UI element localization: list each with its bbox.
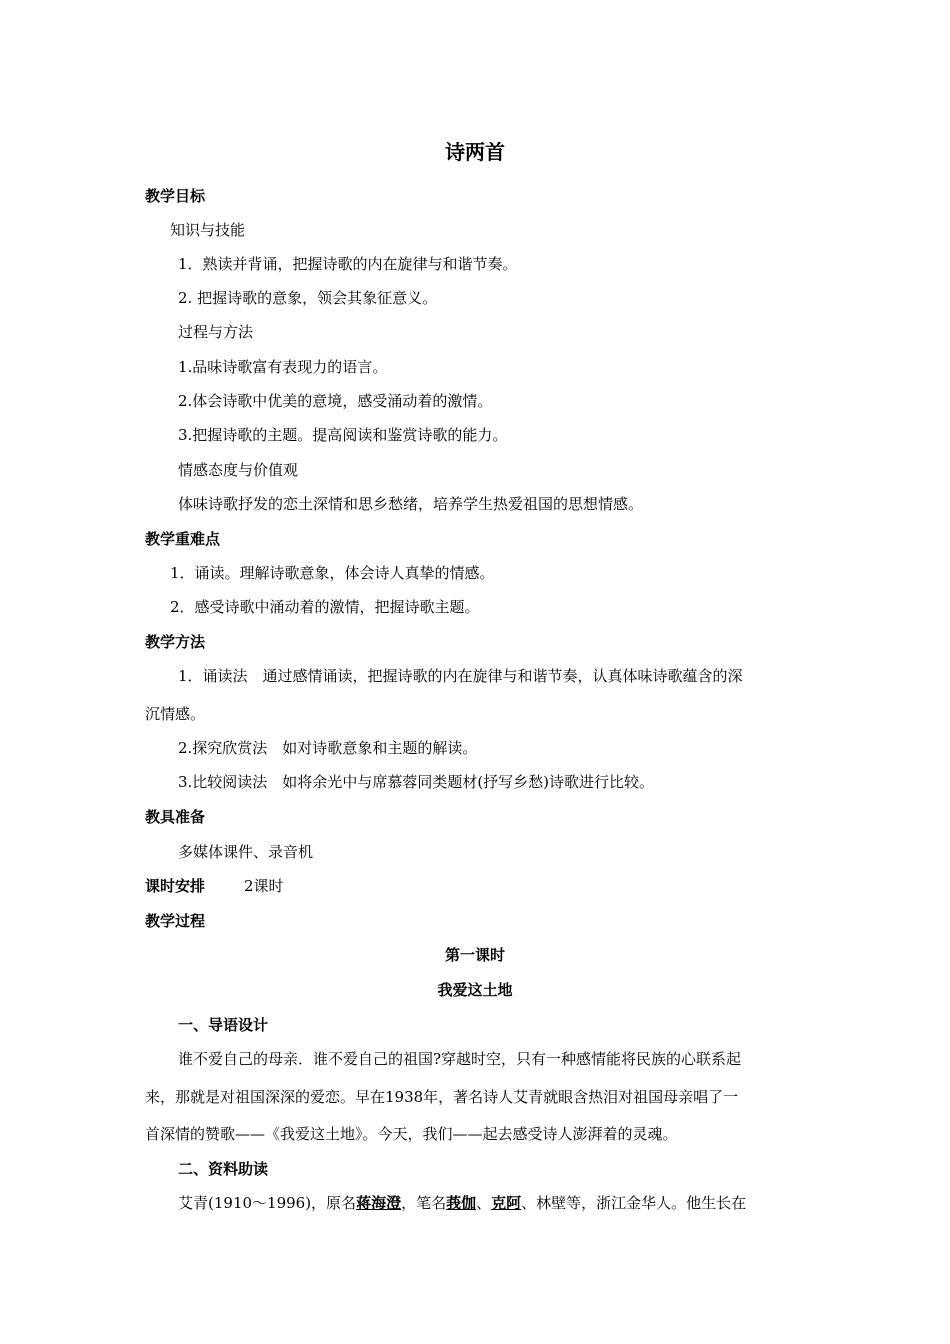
process-item-3: 3.把握诗歌的主题。提高阅读和鉴赏诗歌的能力。 bbox=[178, 426, 508, 444]
tools-content: 多媒体课件、录音机 bbox=[178, 843, 314, 861]
knowledge-item-1: 1．熟读并背诵，把握诗歌的内在旋律与和谐节奏。 bbox=[178, 255, 518, 273]
material-text-d: 、林壁等，浙江金华人。他生长在 bbox=[521, 1194, 747, 1212]
original-name: 蒋海澄 bbox=[356, 1194, 402, 1212]
intro-heading: 一、导语设计 bbox=[178, 1016, 269, 1034]
process-item-2: 2.体会诗歌中优美的意境，感受涌动着的激情。 bbox=[178, 392, 493, 410]
material-line-1 bbox=[178, 1193, 746, 1213]
process-item-1: 1.品味诗歌富有表现力的语言。 bbox=[178, 358, 388, 376]
intro-line-1: 谁不爱自己的母亲．谁不爱自己的祖国?穿越时空，只有一种感情能将民族的心联系起 bbox=[178, 1050, 742, 1068]
key-point-2: 2．感受诗歌中涌动着的激情，把握诗歌主题。 bbox=[170, 598, 480, 616]
process-heading: 教学过程 bbox=[145, 912, 206, 930]
pen-name-1: 莪伽 bbox=[446, 1194, 477, 1212]
emotion-item-1: 体味诗歌抒发的恋土深情和思乡愁绪，培养学生热爱祖国的思想情感。 bbox=[178, 495, 644, 513]
intro-line-3: 首深情的赞歌——《我爱这土地》。今天，我们——起去感受诗人澎湃着的灵魂。 bbox=[145, 1125, 678, 1143]
schedule-heading: 课时安排 bbox=[145, 877, 206, 895]
knowledge-heading: 知识与技能 bbox=[170, 221, 246, 239]
page-title: 诗两首 bbox=[445, 140, 505, 164]
objectives-heading: 教学目标 bbox=[145, 187, 206, 205]
intro-line-2: 来，那就是对祖国深深的爱恋。早在1938年，著名诗人艾青就眼含热泪对祖国母亲唱了一 bbox=[145, 1088, 739, 1106]
key-point-1: 1．诵读。理解诗歌意象，体会诗人真挚的情感。 bbox=[170, 564, 495, 582]
material-text-c: 、 bbox=[476, 1194, 492, 1212]
process-method-heading: 过程与方法 bbox=[178, 323, 254, 341]
knowledge-item-2: 2. 把握诗歌的意象，领会其象征意义。 bbox=[178, 289, 438, 307]
emotion-heading: 情感态度与价值观 bbox=[178, 461, 299, 479]
schedule-value: 2课时 bbox=[244, 877, 284, 895]
pen-name-2: 克阿 bbox=[491, 1194, 522, 1212]
method-1-line-1: 1．诵读法 通过感情诵读，把握诗歌的内在旋律与和谐节奏，认真体味诗歌蕴含的深 bbox=[178, 667, 743, 685]
method-3: 3.比较阅读法 如将余光中与席慕蓉同类题材(抒写乡愁)诗歌进行比较。 bbox=[178, 773, 655, 791]
method-1-line-2: 沉情感。 bbox=[145, 705, 206, 723]
method-2: 2.探究欣赏法 如对诗歌意象和主题的解读。 bbox=[178, 739, 478, 757]
key-points-heading: 教学重难点 bbox=[145, 530, 221, 548]
material-text-b: ，笔名 bbox=[401, 1194, 447, 1212]
lesson-label: 第一课时 bbox=[444, 946, 505, 964]
material-text-a: 艾青(1910～1996)，原名 bbox=[178, 1194, 357, 1212]
methods-heading: 教学方法 bbox=[145, 633, 206, 651]
lesson-title: 我爱这土地 bbox=[437, 981, 513, 999]
tools-heading: 教具准备 bbox=[145, 808, 206, 826]
material-heading: 二、资料助读 bbox=[178, 1160, 269, 1178]
